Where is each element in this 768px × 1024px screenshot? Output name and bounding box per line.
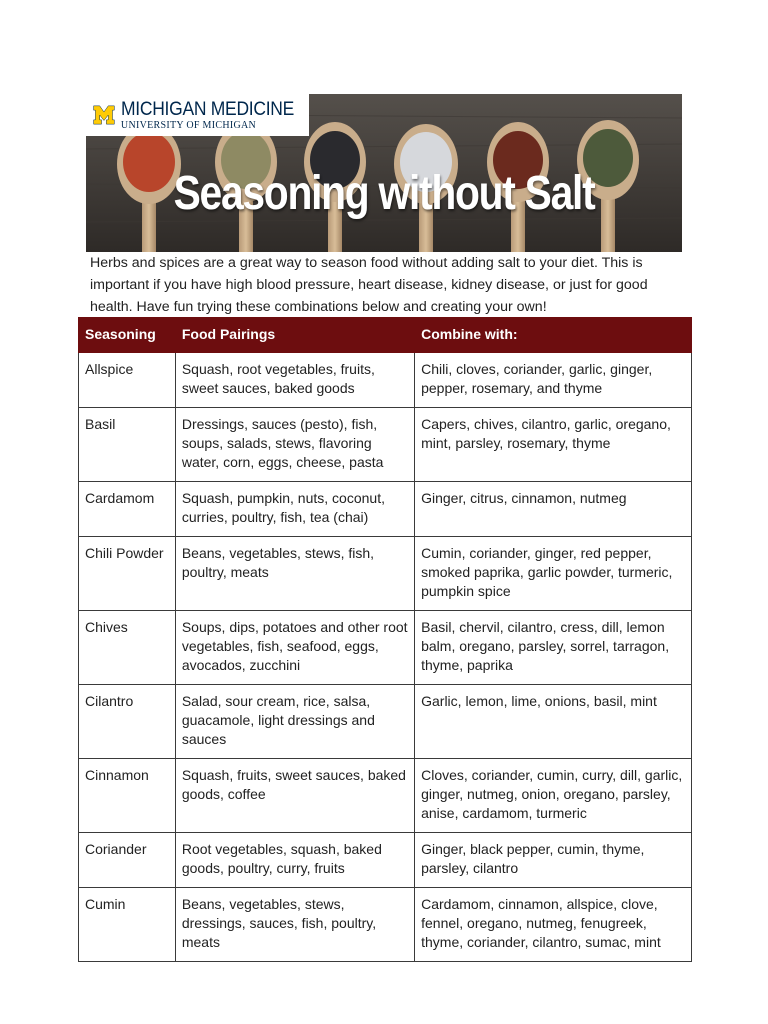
combine-with-cell: Garlic, lemon, lime, onions, basil, mint [415,685,692,759]
seasoning-table [78,317,692,962]
food-pairings-cell: Beans, vegetables, stews, dressings, sauces, fish, poultry, meats [175,888,414,962]
combine-with-cell: Cardamom, cinnamon, allspice, clove, fennel, oregano, nutmeg, fenugreek, thyme, coriander, cilantro, sumac, mint [415,888,692,962]
michigan-medicine-logo [86,94,309,136]
combine-with-cell: Capers, chives, cilantro, garlic, oregano, mint, parsley, rosemary, thyme [415,408,692,482]
combine-with-cell: Ginger, black pepper, cumin, thyme, parsley, cilantro [415,833,692,888]
header-seasoning: Seasoning [79,318,176,353]
header-combine-with: Combine with: [415,318,692,353]
seasoning-cell: Chili Powder [79,537,176,611]
table-row [79,537,692,611]
logo-sub-text: UNIVERSITY OF MICHIGAN [120,119,257,131]
combine-with-cell: Cumin, coriander, ginger, red pepper, smoked paprika, garlic powder, turmeric, pumpkin spice [415,537,692,611]
intro-paragraph: Herbs and spices are a great way to season food without adding salt to your diet. This is important if you have high blood pressure, heart disease, kidney disease, or just for good health. Have fun trying these combinations below and creating your own! [90,255,648,315]
combine-with-cell: Ginger, citrus, cinnamon, nutmeg [415,482,692,537]
table-row [79,685,692,759]
table-header-row [79,318,692,353]
food-pairings-cell: Salad, sour cream, rice, salsa, guacamole, light dressings and sauces [175,685,414,759]
combine-with-cell: Cloves, coriander, cumin, curry, dill, garlic, ginger, nutmeg, onion, oregano, parsley, anise, cardamom, turmeric [415,759,692,833]
combine-with-cell: Chili, cloves, coriander, garlic, ginger, pepper, rosemary, and thyme [415,353,692,408]
table-row [79,482,692,537]
food-pairings-cell: Root vegetables, squash, baked goods, poultry, curry, fruits [175,833,414,888]
seasoning-cell: Coriander [79,833,176,888]
seasoning-cell: Cumin [79,888,176,962]
table-row [79,353,692,408]
header-food-pairings: Food Pairings [175,318,414,353]
logo-main-text: MICHIGAN MEDICINE [120,98,294,120]
food-pairings-cell: Beans, vegetables, stews, fish, poultry, meats [175,537,414,611]
combine-with-cell: Basil, chervil, cilantro, cress, dill, lemon balm, oregano, parsley, sorrel, tarragon, thyme, paprika [415,611,692,685]
table-row [79,408,692,482]
food-pairings-cell: Squash, root vegetables, fruits, sweet sauces, baked goods [175,353,414,408]
header-banner [86,94,682,252]
food-pairings-cell: Squash, fruits, sweet sauces, baked goods, coffee [175,759,414,833]
food-pairings-cell: Squash, pumpkin, nuts, coconut, curries, poultry, fish, tea (chai) [175,482,414,537]
seasoning-cell: Basil [79,408,176,482]
table-row [79,611,692,685]
table-row [79,888,692,962]
block-m-logo-icon [93,98,115,132]
table-row [79,833,692,888]
seasoning-cell: Cardamom [79,482,176,537]
page-title: Seasoning without Salt [173,167,595,220]
seasoning-cell: Cilantro [79,685,176,759]
food-pairings-cell: Dressings, sauces (pesto), fish, soups, salads, stews, flavoring water, corn, eggs, cheese, pasta [175,408,414,482]
table-row [79,759,692,833]
seasoning-cell: Chives [79,611,176,685]
food-pairings-cell: Soups, dips, potatoes and other root vegetables, fish, seafood, eggs, avocados, zucchini [175,611,414,685]
seasoning-cell: Cinnamon [79,759,176,833]
seasoning-cell: Allspice [79,353,176,408]
